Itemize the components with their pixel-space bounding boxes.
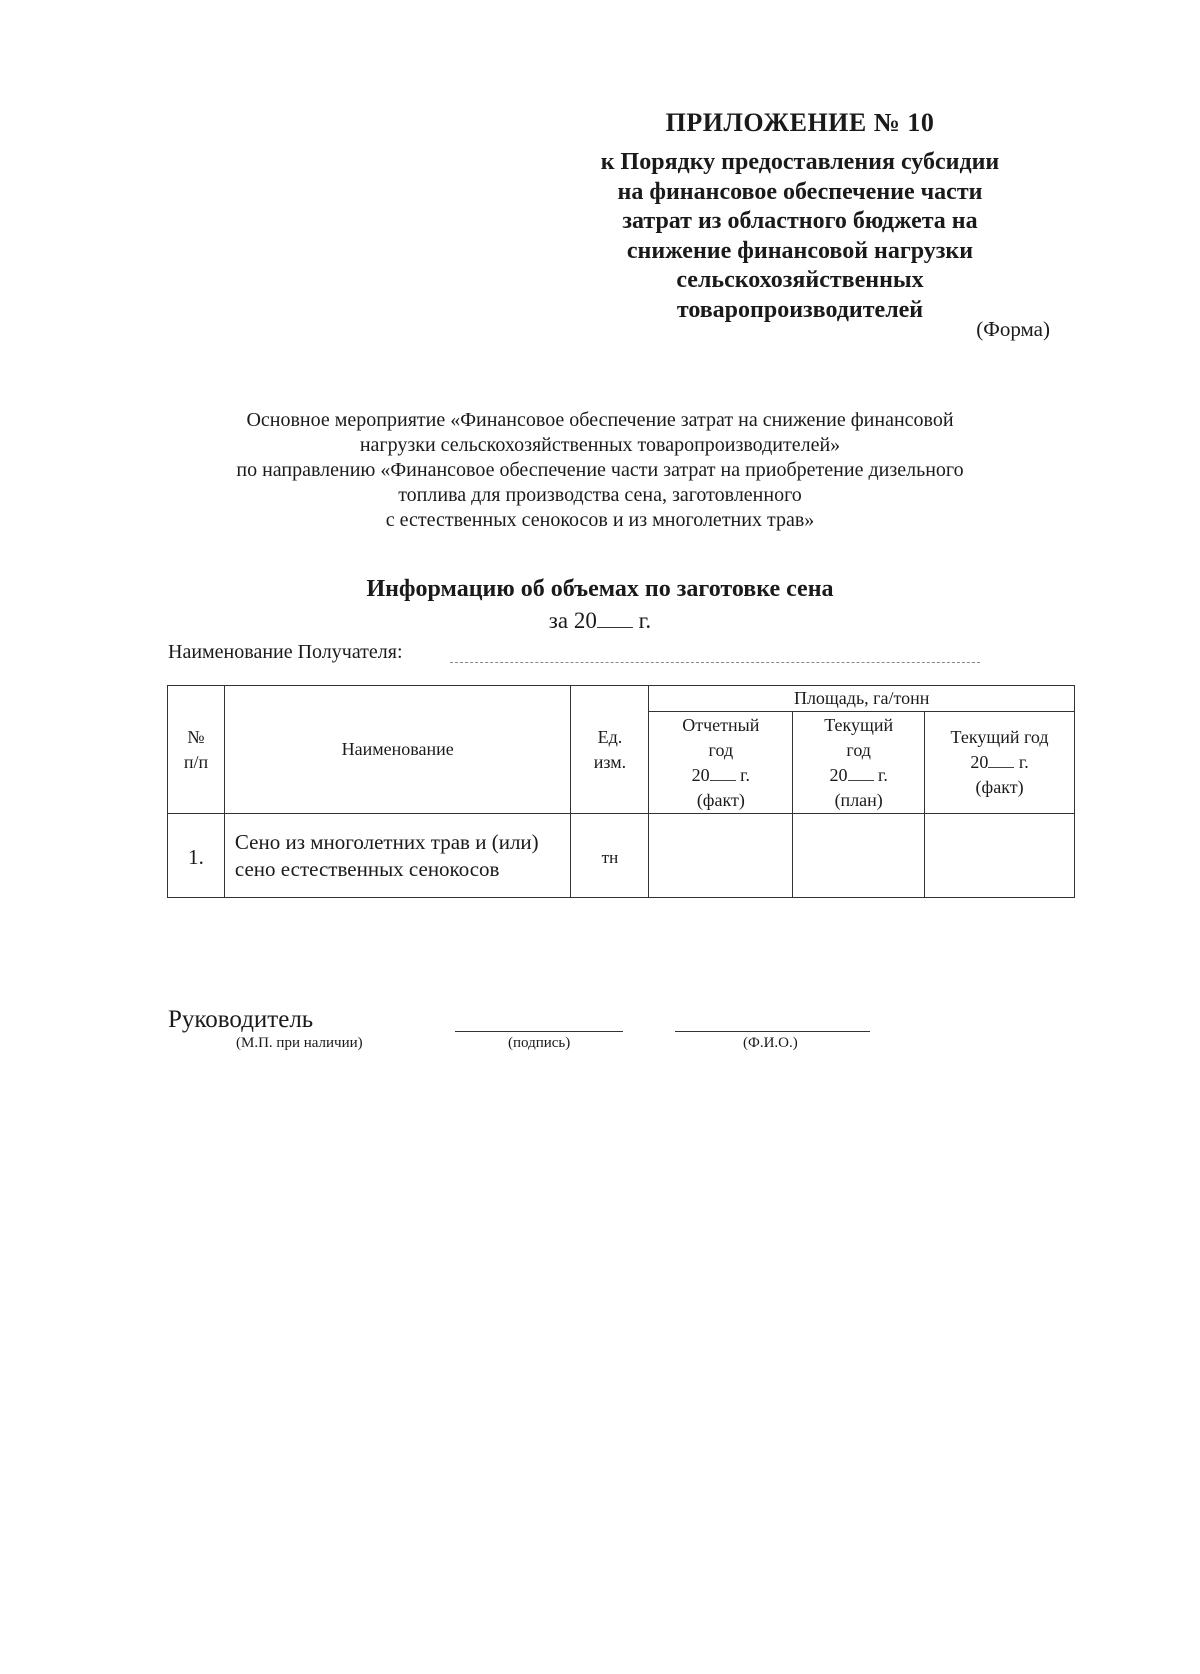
header-current-fact [925,712,1075,814]
appendix-subtitle-line: затрат из областного бюджета на [622,208,978,234]
header-year [793,763,924,788]
appendix-subtitle [570,148,1030,325]
header-unit [571,686,649,814]
appendix-subtitle-line: снижение финансовой нагрузки [626,237,974,264]
header-year-blank [848,780,874,781]
row-name: Сено из многолетних трав и (или) сено естественных сенокосов [224,814,571,898]
header-year-blank [710,780,736,781]
header-year [925,750,1074,775]
header-note: (факт) [696,789,745,810]
form-label: (Форма) [976,317,1050,341]
header-unit-line: изм. [593,751,627,772]
period-suffix: г. [632,608,652,633]
header-num-line: № [187,726,205,747]
header-area-group: Площадь, га/тонн [649,686,1075,712]
header-unit-line: Ед. [597,726,623,747]
row-num: 1. [168,814,225,898]
appendix-subtitle-line: товаропроизводителей [676,296,924,323]
row-unit: тн [571,814,649,898]
measure-line: топлива для производства сена, заготовленного [398,484,802,506]
header-note: (факт) [975,777,1024,797]
measure-line: нагрузки сельскохозяйственных товаропроизводителей» [359,434,841,456]
header-year-prefix: 20 [829,764,848,785]
row-current-plan-value[interactable] [793,814,925,898]
appendix-subtitle-line: к Порядку предоставления субсидии [600,149,1000,175]
row-reporting-value[interactable] [649,814,793,898]
header-reporting-year [649,712,793,814]
document-title: Информацию об объемах по заготовке сена [366,576,834,602]
measure-description [150,408,1050,533]
document-period [150,608,1050,634]
table-row [168,814,1075,898]
header-name: Наименование [224,686,571,814]
recipient-field[interactable] [450,662,980,663]
header-line: год [708,739,734,760]
header-num [168,686,225,814]
measure-line: по направлению «Финансовое обеспечение части затрат на приобретение дизельного [236,459,964,481]
header-year-suffix: г. [873,764,888,785]
header-current-plan [793,712,925,814]
signature-head-label: Руководитель [168,1006,314,1033]
recipient-label: Наименование Получателя: [168,641,403,663]
appendix-subtitle-line: на финансовое обеспечение части [617,178,983,205]
header-year [649,763,792,788]
fio-line[interactable] [675,1031,870,1032]
header-line: Отчетный [682,714,760,735]
header-num-line: п/п [183,751,209,772]
header-line: Текущий [824,714,894,735]
table-header-row [168,686,1075,712]
signature-line[interactable] [455,1031,623,1032]
period-blank[interactable] [597,626,633,628]
signature-note: (подпись) [508,1035,571,1051]
period-prefix: за 20 [548,608,597,633]
header-year-suffix: г. [1014,752,1029,772]
header-note: (план) [834,789,883,810]
measure-line: с естественных сенокосов и из многолетних трав» [385,509,815,531]
appendix-title: ПРИЛОЖЕНИЕ № 10 [665,108,935,137]
appendix-subtitle-line: сельскохозяйственных [676,267,924,293]
header-year-prefix: 20 [691,764,710,785]
measure-line: Основное мероприятие «Финансовое обеспечение затрат на снижение финансовой [246,409,954,431]
row-current-fact-value[interactable] [925,814,1075,898]
header-year-prefix: 20 [970,752,989,772]
header-year-suffix: г. [735,764,750,785]
hay-volume-table [167,685,1075,898]
fio-note: (Ф.И.О.) [743,1035,798,1051]
header-line: год [846,739,871,760]
header-line: Текущий год [950,727,1049,747]
stamp-note: (М.П. при наличии) [236,1035,363,1051]
header-year-blank [988,767,1014,768]
